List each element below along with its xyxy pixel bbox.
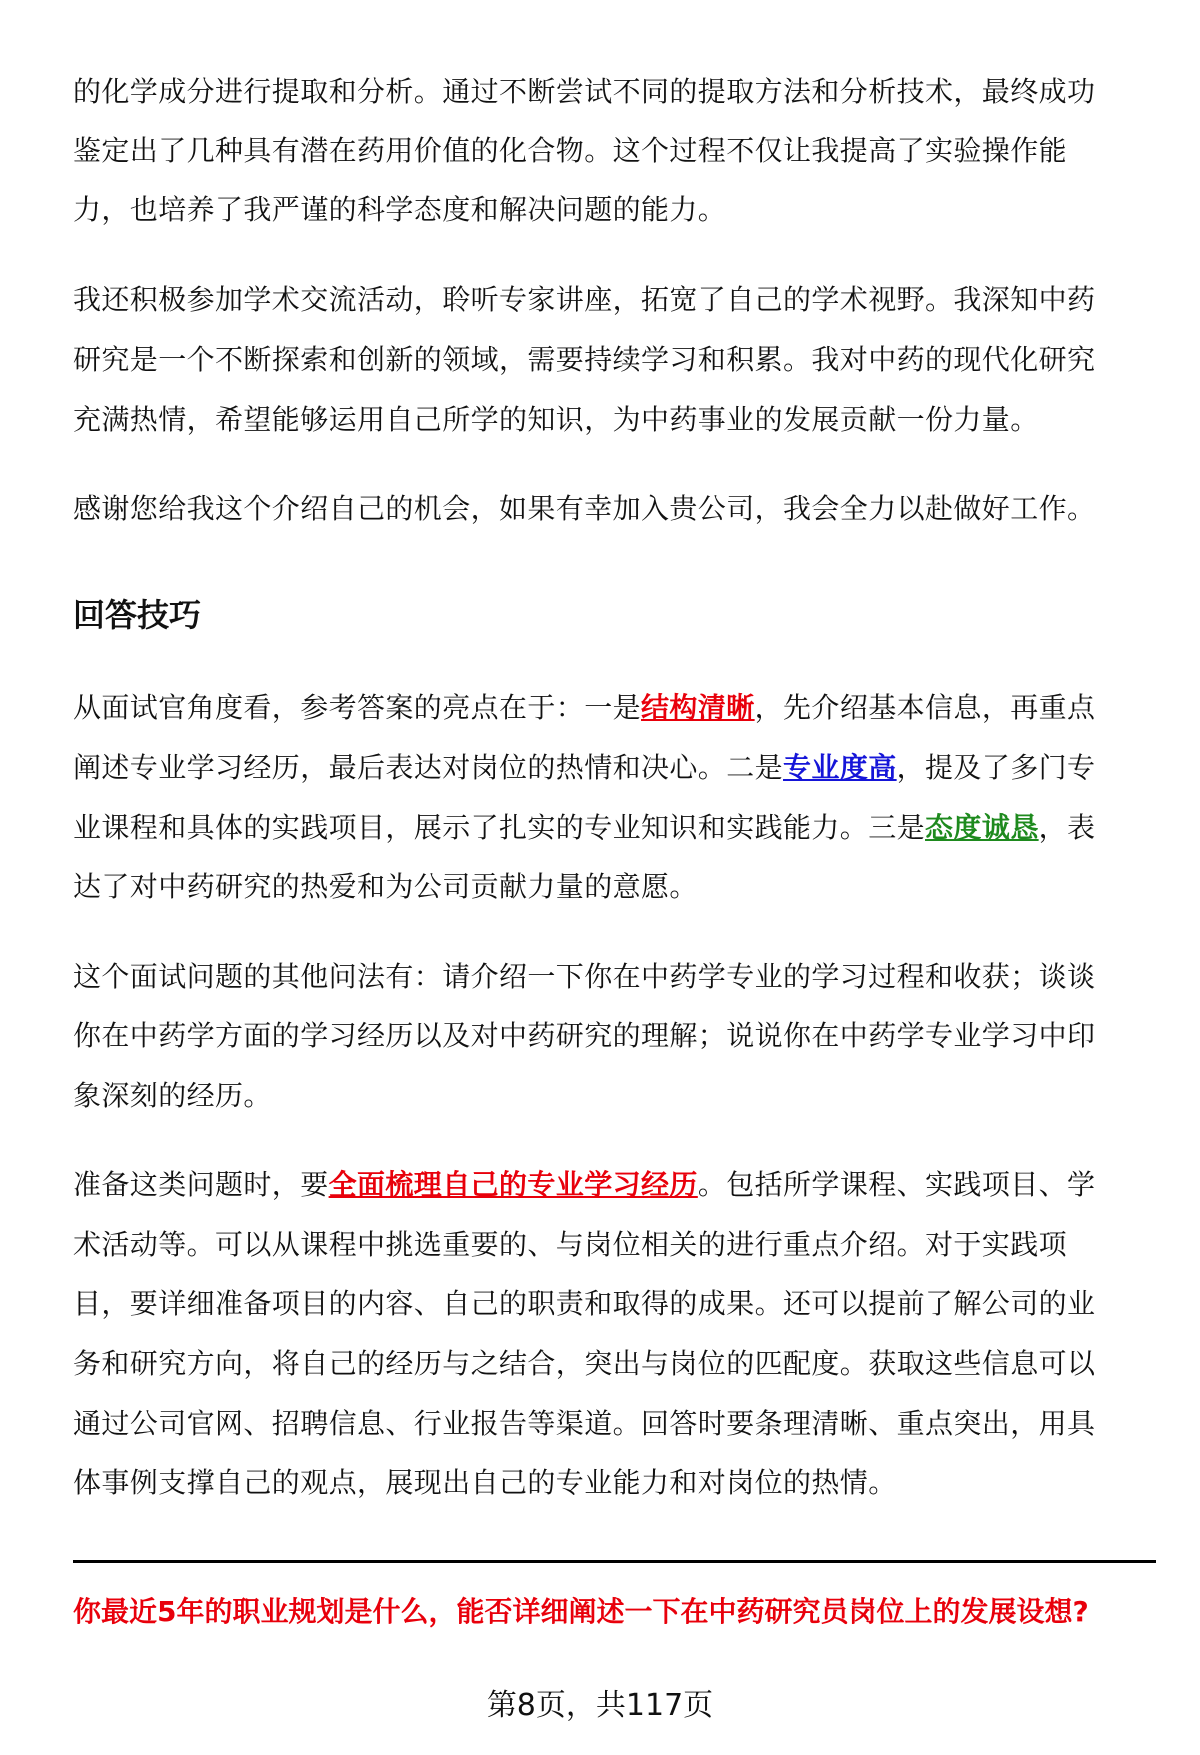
text-segment: 我还积极参加学术交流活动，聆听专家讲座，拓宽了自己的学术视野。我深知中药 (73, 283, 1096, 316)
text-segment: 目，要详细准备项目的内容、自己的职责和取得的成果。还可以提前了解公司的业 (73, 1287, 1096, 1320)
text-segment: 鉴定出了几种具有潜在药用价值的化合物。这个过程不仅让我提高了实验操作能 (73, 134, 1068, 167)
text-segment: 这个面试问题的其他问法有：请介绍一下你在中药学专业的学习过程和收获；谈谈 (73, 960, 1096, 993)
text-segment: ，表 (1038, 811, 1096, 844)
text-segment: 的化学成分进行提取和分析。通过不断尝试不同的提取方法和分析技术，最终成功 (73, 75, 1096, 108)
text-segment: 体事例支撑自己的观点，展现出自己的专业能力和对岗位的热情。 (73, 1466, 897, 1499)
highlight-text: 结构清晰 (641, 691, 755, 724)
tip-line (73, 1465, 897, 1501)
text-segment: 感谢您给我这个介绍自己的机会，如果有幸加入贵公司，我会全力以赴做好工作。 (73, 492, 1096, 525)
tip-line (73, 1167, 1095, 1203)
section-title: 回答技巧 (73, 596, 202, 634)
text-segment: 阐述专业学习经历，最后表达对岗位的热情和决心。二是 (73, 751, 784, 784)
paragraph-line (73, 74, 1095, 110)
highlight-text: 专业度高 (783, 751, 897, 784)
tip-line (73, 959, 1095, 995)
paragraph-line (73, 133, 1067, 169)
tip-line (73, 1286, 1095, 1322)
tip-line (73, 690, 1095, 726)
text-segment: 象深刻的经历。 (73, 1079, 272, 1112)
tip-line (73, 1406, 1095, 1442)
tip-line (73, 869, 698, 905)
paragraph-line (73, 282, 1095, 318)
paragraph-line (73, 192, 726, 228)
tip-line (73, 810, 1095, 846)
paragraph-line (73, 402, 1039, 438)
divider (73, 1560, 1156, 1563)
text-segment: 力，也培养了我严谨的科学态度和解决问题的能力。 (73, 193, 727, 226)
paragraph-line (73, 342, 1095, 378)
tip-line (73, 1227, 1067, 1263)
text-segment: ，先介绍基本信息，再重点 (754, 691, 1096, 724)
tip-line (73, 1018, 1095, 1054)
text-segment: 通过公司官网、招聘信息、行业报告等渠道。回答时要条理清晰、重点突出，用具 (73, 1407, 1096, 1440)
highlight-text: 全面梳理自己的专业学习经历 (328, 1168, 698, 1201)
highlight-text: 态度诚恳 (925, 811, 1039, 844)
next-question-heading: 你最近5年的职业规划是什么，能否详细阐述一下在中药研究员岗位上的发展设想? (73, 1595, 1089, 1628)
text-segment: 研究是一个不断探索和创新的领域，需要持续学习和积累。我对中药的现代化研究 (73, 343, 1096, 376)
text-segment: 准备这类问题时，要 (73, 1168, 329, 1201)
text-segment: ，提及了多门专 (896, 751, 1096, 784)
text-segment: 你在中药学方面的学习经历以及对中药研究的理解；说说你在中药学专业学习中印 (73, 1019, 1096, 1052)
tip-line (73, 1078, 272, 1114)
paragraph-line (73, 491, 1095, 527)
text-segment: 充满热情，希望能够运用自己所学的知识，为中药事业的发展贡献一份力量。 (73, 403, 1039, 436)
tip-line (73, 750, 1095, 786)
text-segment: 业课程和具体的实践项目，展示了扎实的专业知识和实践能力。三是 (73, 811, 926, 844)
page-number: 第8页，共117页 (486, 1688, 714, 1723)
text-segment: 从面试官角度看，参考答案的亮点在于：一是 (73, 691, 642, 724)
text-segment: 术活动等。可以从课程中挑选重要的、与岗位相关的进行重点介绍。对于实践项 (73, 1228, 1068, 1261)
text-segment: 务和研究方向，将自己的经历与之结合，突出与岗位的匹配度。获取这些信息可以 (73, 1347, 1096, 1380)
text-segment: 。包括所学课程、实践项目、学 (697, 1168, 1096, 1201)
tip-line (73, 1346, 1095, 1382)
text-segment: 达了对中药研究的热爱和为公司贡献力量的意愿。 (73, 870, 698, 903)
